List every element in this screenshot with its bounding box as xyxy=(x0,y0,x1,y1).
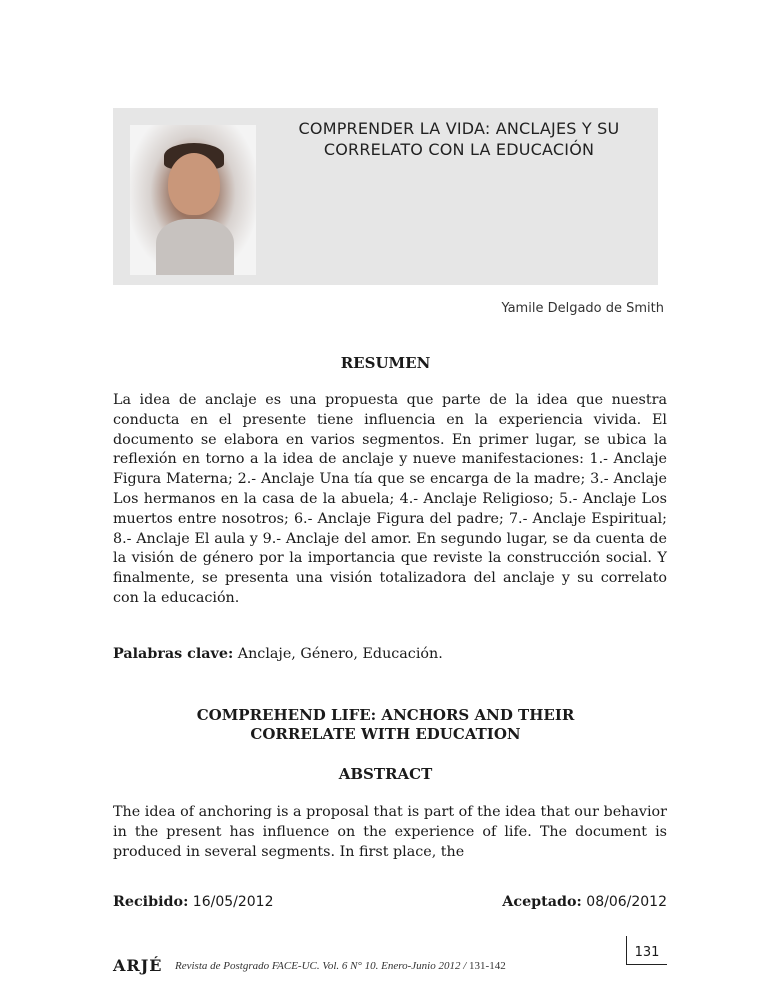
page-range: 131-142 xyxy=(469,960,506,972)
accepted-value: 08/06/2012 xyxy=(581,894,667,910)
accepted-label: Aceptado: xyxy=(502,894,582,910)
received-value: 16/05/2012 xyxy=(188,894,274,910)
photo-face xyxy=(168,153,220,215)
abstract-text: The idea of anchoring is a proposal that is part of the idea that our behavior in the present has influence on the experience of life. The document is produced in several segments. In first place, the xyxy=(113,804,667,860)
resumen-text: La idea de anclaje es una propuesta que parte de la idea que nuestra conducta en el presente tiene influencia en la experiencia vivida. El documento se elabora en varios segmentos. En primer lugar, se ubica la reflexión en torno a la idea de anclaje y nueve manifestaciones: 1.- Anclaje Figura Materna; 2.- Anclaje Una tía que se encarga de la madre; 3.- Anclaje Los hermanos en la casa de la abuela; 4.- Anclaje Religioso; 5.- Anclaje Los muertos entre nosotros; 6.- Anclaje Figura del padre; 7.- Anclaje Espiritual; 8.- Anclaje El aula y 9.- Anclaje del amor. En segundo lugar, se da cuenta de la visión de género por la importancia que reviste la construcción social. Y finalmente, se presenta una visión totalizadora del anclaje y su correlato con la educación. xyxy=(113,392,667,606)
english-title-line-2: CORRELATE WITH EDUCATION xyxy=(250,725,521,743)
english-title xyxy=(113,706,658,744)
accepted-date xyxy=(502,894,667,910)
paper-title xyxy=(268,118,650,160)
resumen-heading: RESUMEN xyxy=(340,354,431,372)
paper-title-line-2: CORRELATO CON LA EDUCACIÓN xyxy=(323,140,595,159)
page-footer xyxy=(113,945,667,978)
journal-logo: ARJÉ xyxy=(113,956,163,975)
journal-citation xyxy=(175,960,506,972)
keywords-label: Palabras clave: xyxy=(113,646,234,662)
keywords-list: Anclaje, Género, Educación. xyxy=(233,646,443,662)
english-title-line-1: COMPREHEND LIFE: ANCHORS AND THEIR xyxy=(196,706,575,724)
received-date xyxy=(113,894,274,910)
page-number: 131 xyxy=(626,936,667,965)
author-name: Yamile Delgado de Smith xyxy=(501,301,664,316)
journal-name: Revista de Postgrado FACE-UC. Vol. 6 N° 10. Enero-Junio 2012 / xyxy=(175,960,470,972)
abstract-heading: ABSTRACT xyxy=(338,765,433,783)
photo-body xyxy=(156,219,234,275)
keywords xyxy=(113,646,667,662)
author-photo xyxy=(130,125,256,275)
received-label: Recibido: xyxy=(113,894,189,910)
paper-title-line-1: COMPRENDER LA VIDA: ANCLAJES Y SU xyxy=(298,119,620,138)
